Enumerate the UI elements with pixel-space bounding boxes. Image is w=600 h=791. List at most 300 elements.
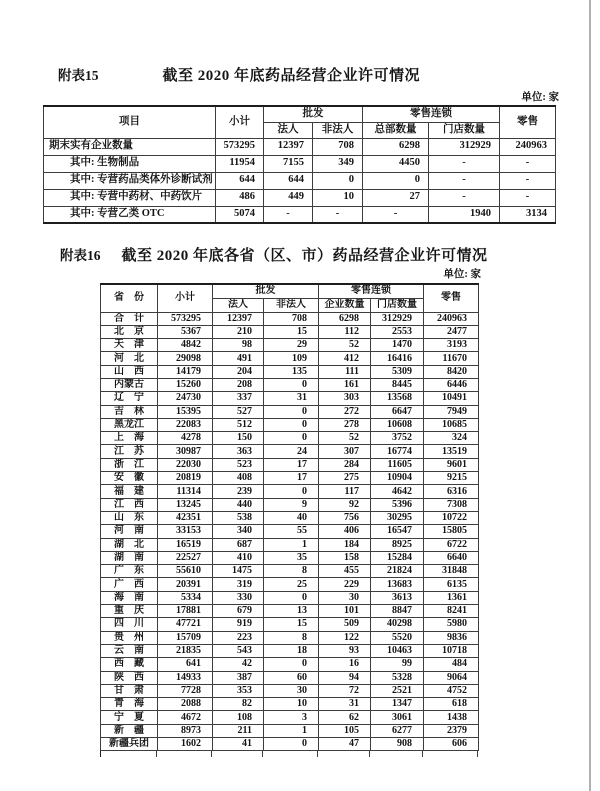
- value-cell: 6640: [424, 551, 479, 564]
- row-header-cell: 吉 林: [101, 405, 158, 418]
- table15-container: [43, 105, 555, 224]
- value-cell: 3613: [371, 591, 424, 604]
- value-cell: 11314: [158, 485, 213, 498]
- value-cell: 9215: [424, 472, 479, 485]
- row-header-cell: 云 南: [101, 644, 158, 657]
- table16-row: [101, 392, 479, 405]
- table15-row: [44, 189, 556, 206]
- value-cell: 20819: [158, 472, 213, 485]
- col-subtotal: 小计: [158, 284, 213, 312]
- value-cell: 538: [213, 511, 264, 524]
- value-cell: 9: [264, 498, 319, 511]
- value-cell: 303: [319, 392, 371, 405]
- value-cell: 4450: [363, 155, 429, 172]
- value-cell: 29: [264, 339, 319, 352]
- value-cell: 484: [424, 658, 479, 671]
- value-cell: 644: [264, 172, 313, 189]
- table16-row: [101, 352, 479, 365]
- value-cell: 0: [264, 738, 319, 751]
- col-item: 项目: [44, 106, 216, 138]
- value-cell: 10685: [424, 418, 479, 431]
- col-retail: 零售: [500, 106, 556, 138]
- value-cell: 8241: [424, 605, 479, 618]
- row-header-cell: 贵 州: [101, 631, 158, 644]
- row-header-cell: 四 川: [101, 618, 158, 631]
- province-licensing-table: [100, 283, 479, 751]
- value-cell: 908: [371, 738, 424, 751]
- table16-row: [101, 671, 479, 684]
- table15-body: [44, 138, 556, 223]
- value-cell: 606: [424, 738, 479, 751]
- value-cell: 11605: [371, 458, 424, 471]
- value-cell: 6722: [424, 538, 479, 551]
- table16-heading: [60, 244, 488, 265]
- value-cell: 3: [264, 711, 319, 724]
- table16-unit-label: 单位: 家: [443, 269, 481, 280]
- col-retail-chain-group: 零售连锁: [363, 106, 500, 122]
- value-cell: 10: [313, 189, 363, 206]
- row-header-cell: 其中: 专营药品类体外诊断试剂: [44, 172, 216, 189]
- value-cell: 6316: [424, 485, 479, 498]
- value-cell: 6298: [319, 312, 371, 325]
- value-cell: 135: [264, 365, 319, 378]
- value-cell: 62: [319, 711, 371, 724]
- value-cell: -: [500, 172, 556, 189]
- value-cell: 486: [216, 189, 264, 206]
- col-wholesale-group: 批发: [264, 106, 363, 122]
- value-cell: 527: [213, 405, 264, 418]
- value-cell: 353: [213, 684, 264, 697]
- row-header-cell: 河 南: [101, 525, 158, 538]
- value-cell: 109: [264, 352, 319, 365]
- value-cell: 6135: [424, 578, 479, 591]
- table15-unit-label: 单位: 家: [521, 92, 559, 103]
- value-cell: 2088: [158, 698, 213, 711]
- value-cell: 92: [319, 498, 371, 511]
- value-cell: 10463: [371, 644, 424, 657]
- value-cell: 211: [213, 724, 264, 737]
- value-cell: 240963: [424, 312, 479, 325]
- value-cell: 10491: [424, 392, 479, 405]
- value-cell: 52: [319, 339, 371, 352]
- value-cell: 5520: [371, 631, 424, 644]
- value-cell: 10722: [424, 511, 479, 524]
- value-cell: 15: [264, 618, 319, 631]
- table16-row: [101, 472, 479, 485]
- value-cell: 0: [264, 485, 319, 498]
- table16-title: 截至 2020 年底各省（区、市）药品经营企业许可情况: [121, 248, 488, 264]
- table16-row: [101, 565, 479, 578]
- row-header-cell: 青 海: [101, 698, 158, 711]
- value-cell: 15284: [371, 551, 424, 564]
- value-cell: 17: [264, 458, 319, 471]
- value-cell: 406: [319, 525, 371, 538]
- value-cell: 1470: [371, 339, 424, 352]
- value-cell: 312929: [429, 138, 500, 155]
- value-cell: 3752: [371, 432, 424, 445]
- value-cell: 5396: [371, 498, 424, 511]
- value-cell: 13683: [371, 578, 424, 591]
- value-cell: 13519: [424, 445, 479, 458]
- value-cell: 8: [264, 565, 319, 578]
- value-cell: 161: [319, 378, 371, 391]
- value-cell: 9836: [424, 631, 479, 644]
- row-header-cell: 天 津: [101, 339, 158, 352]
- value-cell: 40298: [371, 618, 424, 631]
- col-province: 省 份: [101, 284, 158, 312]
- col-legal-person: 法人: [213, 298, 264, 312]
- value-cell: 491: [213, 352, 264, 365]
- value-cell: -: [313, 206, 363, 223]
- table15-row: [44, 155, 556, 172]
- value-cell: 10608: [371, 418, 424, 431]
- value-cell: 509: [319, 618, 371, 631]
- row-header-cell: 黑龙江: [101, 418, 158, 431]
- value-cell: 15709: [158, 631, 213, 644]
- table15-tag: 附表15: [58, 68, 99, 83]
- value-cell: 15805: [424, 525, 479, 538]
- value-cell: 14933: [158, 671, 213, 684]
- row-header-cell: 其中: 专营乙类 OTC: [44, 206, 216, 223]
- value-cell: 11670: [424, 352, 479, 365]
- value-cell: 919: [213, 618, 264, 631]
- value-cell: 0: [264, 418, 319, 431]
- value-cell: 3193: [424, 339, 479, 352]
- value-cell: 330: [213, 591, 264, 604]
- value-cell: 150: [213, 432, 264, 445]
- table15-row: [44, 206, 556, 223]
- row-header-cell: 合 计: [101, 312, 158, 325]
- col-store-count: 门店数量: [371, 298, 424, 312]
- value-cell: 98: [213, 339, 264, 352]
- value-cell: 573295: [158, 312, 213, 325]
- value-cell: 55: [264, 525, 319, 538]
- value-cell: 158: [319, 551, 371, 564]
- row-header-cell: 湖 南: [101, 551, 158, 564]
- value-cell: 349: [313, 155, 363, 172]
- value-cell: -: [429, 189, 500, 206]
- value-cell: 40: [264, 511, 319, 524]
- value-cell: 1: [264, 724, 319, 737]
- table16-row: [101, 498, 479, 511]
- table16-row: [101, 511, 479, 524]
- value-cell: 0: [363, 172, 429, 189]
- col-subtotal: 小计: [216, 106, 264, 138]
- value-cell: 5367: [158, 325, 213, 338]
- table16-row: [101, 551, 479, 564]
- value-cell: 16547: [371, 525, 424, 538]
- value-cell: 16: [319, 658, 371, 671]
- value-cell: 307: [319, 445, 371, 458]
- value-cell: 18: [264, 644, 319, 657]
- value-cell: 112: [319, 325, 371, 338]
- value-cell: 0: [264, 591, 319, 604]
- value-cell: 319: [213, 578, 264, 591]
- row-header-cell: 江 苏: [101, 445, 158, 458]
- table16-row: [101, 578, 479, 591]
- value-cell: 4752: [424, 684, 479, 697]
- value-cell: 1438: [424, 711, 479, 724]
- value-cell: 10: [264, 698, 319, 711]
- table16-row: [101, 378, 479, 391]
- value-cell: 55610: [158, 565, 213, 578]
- value-cell: 15395: [158, 405, 213, 418]
- header-row-1: [44, 106, 556, 122]
- value-cell: 60: [264, 671, 319, 684]
- row-header-cell: 海 南: [101, 591, 158, 604]
- row-header-cell: 内蒙古: [101, 378, 158, 391]
- value-cell: 410: [213, 551, 264, 564]
- table15-header: [44, 106, 556, 138]
- value-cell: 30: [319, 591, 371, 604]
- value-cell: 9601: [424, 458, 479, 471]
- value-cell: 7308: [424, 498, 479, 511]
- value-cell: 363: [213, 445, 264, 458]
- value-cell: 13245: [158, 498, 213, 511]
- value-cell: 708: [264, 312, 319, 325]
- value-cell: 20391: [158, 578, 213, 591]
- page-edge-line: [589, 0, 591, 791]
- value-cell: 8420: [424, 365, 479, 378]
- value-cell: 25: [264, 578, 319, 591]
- table16-row: [101, 605, 479, 618]
- row-header-cell: 陕 西: [101, 671, 158, 684]
- value-cell: 240963: [500, 138, 556, 155]
- row-header-cell: 辽 宁: [101, 392, 158, 405]
- value-cell: 22030: [158, 458, 213, 471]
- value-cell: 8: [264, 631, 319, 644]
- value-cell: 13568: [371, 392, 424, 405]
- value-cell: 21835: [158, 644, 213, 657]
- value-cell: 641: [158, 658, 213, 671]
- row-header-cell: 重 庆: [101, 605, 158, 618]
- value-cell: 15260: [158, 378, 213, 391]
- value-cell: 312929: [371, 312, 424, 325]
- value-cell: 275: [319, 472, 371, 485]
- value-cell: 208: [213, 378, 264, 391]
- value-cell: -: [500, 189, 556, 206]
- value-cell: 644: [216, 172, 264, 189]
- value-cell: 1347: [371, 698, 424, 711]
- value-cell: 3061: [371, 711, 424, 724]
- value-cell: 1602: [158, 738, 213, 751]
- value-cell: 5328: [371, 671, 424, 684]
- value-cell: 8973: [158, 724, 213, 737]
- value-cell: 16416: [371, 352, 424, 365]
- value-cell: 2553: [371, 325, 424, 338]
- value-cell: 5980: [424, 618, 479, 631]
- value-cell: 6446: [424, 378, 479, 391]
- row-header-cell: 新 疆: [101, 724, 158, 737]
- row-header-cell: 江 西: [101, 498, 158, 511]
- row-header-cell: 安 徽: [101, 472, 158, 485]
- value-cell: 2379: [424, 724, 479, 737]
- col-enterprise-count: 企业数量: [319, 298, 371, 312]
- row-header-cell: 浙 江: [101, 458, 158, 471]
- value-cell: 122: [319, 631, 371, 644]
- value-cell: 10718: [424, 644, 479, 657]
- value-cell: 30295: [371, 511, 424, 524]
- table16-row: [101, 525, 479, 538]
- value-cell: 5074: [216, 206, 264, 223]
- value-cell: 8925: [371, 538, 424, 551]
- col-retail: 零售: [424, 284, 479, 312]
- row-header-cell: 其中: 专营中药材、中药饮片: [44, 189, 216, 206]
- value-cell: 6277: [371, 724, 424, 737]
- row-header-cell: 西 藏: [101, 658, 158, 671]
- value-cell: 1940: [429, 206, 500, 223]
- col-store-count: 门店数量: [429, 122, 500, 138]
- table16-row: [101, 418, 479, 431]
- value-cell: 387: [213, 671, 264, 684]
- col-non-legal-person: 非法人: [313, 122, 363, 138]
- value-cell: -: [500, 155, 556, 172]
- table16-row: [101, 591, 479, 604]
- table15-title: 截至 2020 年底药品经营企业许可情况: [162, 68, 421, 84]
- value-cell: 543: [213, 644, 264, 657]
- value-cell: 7155: [264, 155, 313, 172]
- value-cell: 412: [319, 352, 371, 365]
- value-cell: 523: [213, 458, 264, 471]
- row-header-cell: 河 北: [101, 352, 158, 365]
- row-header-cell: 新疆兵团: [101, 738, 158, 751]
- value-cell: 6647: [371, 405, 424, 418]
- row-header-cell: 甘 肃: [101, 684, 158, 697]
- value-cell: 93: [319, 644, 371, 657]
- value-cell: 272: [319, 405, 371, 418]
- row-header-cell: 湖 北: [101, 538, 158, 551]
- table16-row: [101, 738, 479, 751]
- value-cell: 340: [213, 525, 264, 538]
- value-cell: 223: [213, 631, 264, 644]
- value-cell: 0: [313, 172, 363, 189]
- value-cell: 72: [319, 684, 371, 697]
- value-cell: 24730: [158, 392, 213, 405]
- value-cell: 512: [213, 418, 264, 431]
- value-cell: 42351: [158, 511, 213, 524]
- table16-row: [101, 538, 479, 551]
- value-cell: 337: [213, 392, 264, 405]
- value-cell: 679: [213, 605, 264, 618]
- table15-row: [44, 172, 556, 189]
- value-cell: 7728: [158, 684, 213, 697]
- row-header-cell: 上 海: [101, 432, 158, 445]
- value-cell: 33153: [158, 525, 213, 538]
- value-cell: 12397: [213, 312, 264, 325]
- value-cell: 31848: [424, 565, 479, 578]
- value-cell: 284: [319, 458, 371, 471]
- table16-body: [101, 312, 479, 751]
- row-header-cell: 北 京: [101, 325, 158, 338]
- value-cell: -: [363, 206, 429, 223]
- value-cell: 408: [213, 472, 264, 485]
- table16-row: [101, 405, 479, 418]
- value-cell: 8445: [371, 378, 424, 391]
- value-cell: 29098: [158, 352, 213, 365]
- value-cell: 27: [363, 189, 429, 206]
- value-cell: 2521: [371, 684, 424, 697]
- table16-row: [101, 485, 479, 498]
- value-cell: 5309: [371, 365, 424, 378]
- value-cell: 2477: [424, 325, 479, 338]
- value-cell: 30987: [158, 445, 213, 458]
- value-cell: 324: [424, 432, 479, 445]
- col-retail-chain-group: 零售连锁: [319, 284, 424, 298]
- value-cell: 22527: [158, 551, 213, 564]
- table16-header: [101, 284, 479, 312]
- value-cell: 14179: [158, 365, 213, 378]
- value-cell: 6298: [363, 138, 429, 155]
- value-cell: 111: [319, 365, 371, 378]
- value-cell: 47: [319, 738, 371, 751]
- value-cell: 31: [264, 392, 319, 405]
- table16-row: [101, 432, 479, 445]
- row-header-cell: 广 东: [101, 565, 158, 578]
- row-header-cell: 宁 夏: [101, 711, 158, 724]
- value-cell: 756: [319, 511, 371, 524]
- value-cell: 15: [264, 325, 319, 338]
- col-non-legal-person: 非法人: [264, 298, 319, 312]
- table16-row: [101, 445, 479, 458]
- value-cell: 8847: [371, 605, 424, 618]
- value-cell: 22083: [158, 418, 213, 431]
- table16-row: [101, 724, 479, 737]
- value-cell: 687: [213, 538, 264, 551]
- table16-row: [101, 684, 479, 697]
- licensing-summary-table: [43, 105, 556, 224]
- row-header-cell: 广 西: [101, 578, 158, 591]
- value-cell: -: [429, 155, 500, 172]
- value-cell: 42: [213, 658, 264, 671]
- value-cell: 1: [264, 538, 319, 551]
- table16-row: [101, 325, 479, 338]
- value-cell: -: [429, 172, 500, 189]
- row-header-cell: 福 建: [101, 485, 158, 498]
- value-cell: 13: [264, 605, 319, 618]
- value-cell: 204: [213, 365, 264, 378]
- row-header-cell: 山 东: [101, 511, 158, 524]
- table16-page-cutoff-lines: [100, 751, 478, 757]
- row-header-cell: 其中: 生物制品: [44, 155, 216, 172]
- value-cell: 708: [313, 138, 363, 155]
- value-cell: 0: [264, 405, 319, 418]
- value-cell: 0: [264, 378, 319, 391]
- value-cell: 24: [264, 445, 319, 458]
- value-cell: 16774: [371, 445, 424, 458]
- value-cell: 21824: [371, 565, 424, 578]
- value-cell: 7949: [424, 405, 479, 418]
- value-cell: 4842: [158, 339, 213, 352]
- value-cell: 239: [213, 485, 264, 498]
- value-cell: 16519: [158, 538, 213, 551]
- row-header-cell: 山 西: [101, 365, 158, 378]
- value-cell: 3134: [500, 206, 556, 223]
- value-cell: 440: [213, 498, 264, 511]
- value-cell: 9064: [424, 671, 479, 684]
- value-cell: 17881: [158, 605, 213, 618]
- value-cell: 30: [264, 684, 319, 697]
- table15-heading: [58, 64, 420, 85]
- header-row-1: [101, 284, 479, 298]
- table16-row: [101, 658, 479, 671]
- col-hq-count: 总部数量: [363, 122, 429, 138]
- value-cell: 47721: [158, 618, 213, 631]
- table16-row: [101, 644, 479, 657]
- value-cell: 229: [319, 578, 371, 591]
- table16-row: [101, 711, 479, 724]
- table16-container: [100, 283, 478, 757]
- value-cell: 108: [213, 711, 264, 724]
